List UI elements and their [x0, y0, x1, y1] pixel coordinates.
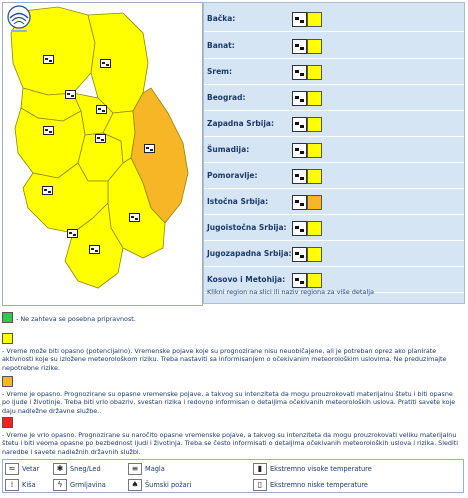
key-magla [128, 462, 165, 476]
wind-icon [292, 247, 307, 262]
red-level-swatch [2, 417, 13, 428]
warning-level-color [307, 39, 322, 54]
snow-icon: ✱ [53, 463, 67, 475]
warning-level-color [307, 65, 322, 80]
region-name[interactable]: Istočna Srbija: [207, 197, 269, 206]
warning-level-color [307, 221, 322, 236]
wind-icon [292, 117, 307, 132]
orange-level-swatch [2, 376, 13, 387]
wind-icon [292, 91, 307, 106]
legend-red-text: - Vreme je vrlo opasno. Prognozirane su naročito opasne vremenske pojave, a takvog su intenziteta da mogu prouzrokovati veliku materijalnu štetu i biti veoma opasne po bezbednost ljudi i životinja. Treba se često informisati o detaljima očekivanih meteoroloških uslova i rizika. Slediti naredbe i savete nadležnih državnih službi. [2, 431, 459, 456]
key-label: Ekstremno niske temperature [270, 481, 368, 489]
region-row-zapadna-srbija[interactable] [204, 112, 464, 137]
map-wind-icon [129, 213, 140, 222]
warning-level-color [307, 117, 322, 132]
green-level-swatch [2, 312, 13, 323]
key-visoke [253, 462, 372, 476]
map-wind-icon [100, 59, 111, 68]
key-pozari [128, 478, 191, 492]
warning-badge [292, 221, 324, 236]
region-row-banat[interactable] [204, 34, 464, 59]
warning-level-color [307, 12, 322, 27]
region-name[interactable]: Bačka: [207, 14, 236, 23]
map-wind-icon [42, 186, 53, 195]
warning-level-color [307, 195, 322, 210]
region-row-beograd[interactable] [204, 86, 464, 111]
region-name[interactable]: Beograd: [207, 93, 246, 102]
warning-badge [292, 117, 324, 132]
wind-icon [292, 65, 307, 80]
region-row-sumadija[interactable] [204, 138, 464, 163]
map-wind-icon [144, 144, 155, 153]
region-row-backa[interactable] [204, 7, 464, 32]
fire-icon: ♠ [128, 479, 142, 491]
warning-badge [292, 169, 324, 184]
thunder-icon: ϟ [53, 479, 67, 491]
region-name[interactable]: Srem: [207, 67, 233, 76]
fog-icon: ≡ [128, 463, 142, 475]
key-kisa [5, 478, 36, 492]
key-label: Magla [145, 465, 165, 473]
key-label: Vetar [22, 465, 40, 473]
region-row-srem[interactable] [204, 60, 464, 85]
key-sneg [53, 462, 101, 476]
map-wind-icon [65, 90, 76, 99]
region-row-jugoistocna-srbija[interactable] [204, 216, 464, 241]
thermometer-low-icon: ▯ [253, 479, 267, 491]
serbia-warning-map[interactable] [2, 2, 203, 306]
region-name[interactable]: Jugoistočna Srbija: [207, 223, 287, 232]
thermometer-high-icon: ▮ [253, 463, 267, 475]
warning-badge [292, 195, 324, 210]
region-name[interactable]: Šumadija: [207, 145, 250, 154]
hint-text: Klikni region na slici ili naziv regiona za više detalja [207, 288, 375, 296]
region-row-jugozapadna-srbija[interactable] [204, 242, 464, 267]
wind-icon [292, 39, 307, 54]
warning-badge [292, 39, 324, 54]
warning-type-key [2, 459, 464, 493]
key-label: Sneg/Led [70, 465, 101, 473]
key-label: Grmljavina [70, 481, 106, 489]
key-vetar [5, 462, 39, 476]
legend-orange-text: - Vreme je opasno. Prognozirane su opasne vremenske pojave, a takvog su intenziteta da mogu prouzrokovati materijalnu štetu i biti opasne po ljude i životinje. Treba biti vrlo obazriv, svestan rizika i redovno informisan o detaljima očekivanih meteoroloških uslova. Pratiti savete koje daju nadležne državne službe.. [2, 390, 456, 415]
key-label: Kiša [22, 481, 36, 489]
warning-badge [292, 12, 324, 27]
warning-level-color [307, 91, 322, 106]
legend-green-text: - Ne zahteva se posebna pripravnost. [16, 315, 136, 323]
rain-icon: ⁞ [5, 479, 19, 491]
map-wind-icon [96, 105, 107, 114]
warning-badge [292, 65, 324, 80]
map-svg[interactable] [3, 3, 202, 305]
map-wind-icon [67, 229, 78, 238]
wind-icon [292, 195, 307, 210]
warning-level-color [307, 273, 322, 288]
wind-icon [292, 12, 307, 27]
key-label: Ekstremno visoke temperature [270, 465, 372, 473]
key-niske [253, 478, 368, 492]
legend-yellow-text: - Vreme može biti opasno (potencijalno). Vremenske pojave koje su prognozirane nisu neuobičajene, ali je potreban oprez ako planirate aktivnosti koje su izložene meteorološkom riziku. Treba nastaviti sa informisanjem o očekivanim meteorološkim uslovima. Ne preduzimajte nepotrebne rizike. [2, 347, 447, 372]
key-grmljavina [53, 478, 106, 492]
region-name[interactable]: Banat: [207, 41, 235, 50]
map-wind-icon [43, 55, 54, 64]
wind-icon [292, 143, 307, 158]
region-row-istocna-srbija[interactable] [204, 190, 464, 215]
map-wind-icon [95, 134, 106, 143]
yellow-level-swatch [2, 333, 13, 344]
region-row-pomoravlje[interactable] [204, 164, 464, 189]
warning-badge [292, 273, 324, 288]
warning-level-color [307, 143, 322, 158]
wind-icon [292, 221, 307, 236]
wind-icon [292, 273, 307, 288]
region-list [203, 2, 465, 304]
map-wind-icon [43, 126, 54, 135]
warning-level-color [307, 169, 322, 184]
wind-icon [292, 169, 307, 184]
region-name[interactable]: Pomoravlje: [207, 171, 258, 180]
warning-level-color [307, 247, 322, 262]
region-name[interactable]: Kosovo i Metohija: [207, 275, 286, 284]
warning-badge [292, 91, 324, 106]
rhmz-logo-icon [3, 3, 35, 35]
region-name[interactable]: Jugozapadna Srbija: [207, 249, 292, 258]
map-wind-icon [89, 245, 100, 254]
warning-badge [292, 143, 324, 158]
region-name[interactable]: Zapadna Srbija: [207, 119, 274, 128]
wind-icon: ≈ [5, 463, 19, 475]
warning-badge [292, 247, 324, 262]
key-label: Šumski požari [145, 481, 192, 489]
